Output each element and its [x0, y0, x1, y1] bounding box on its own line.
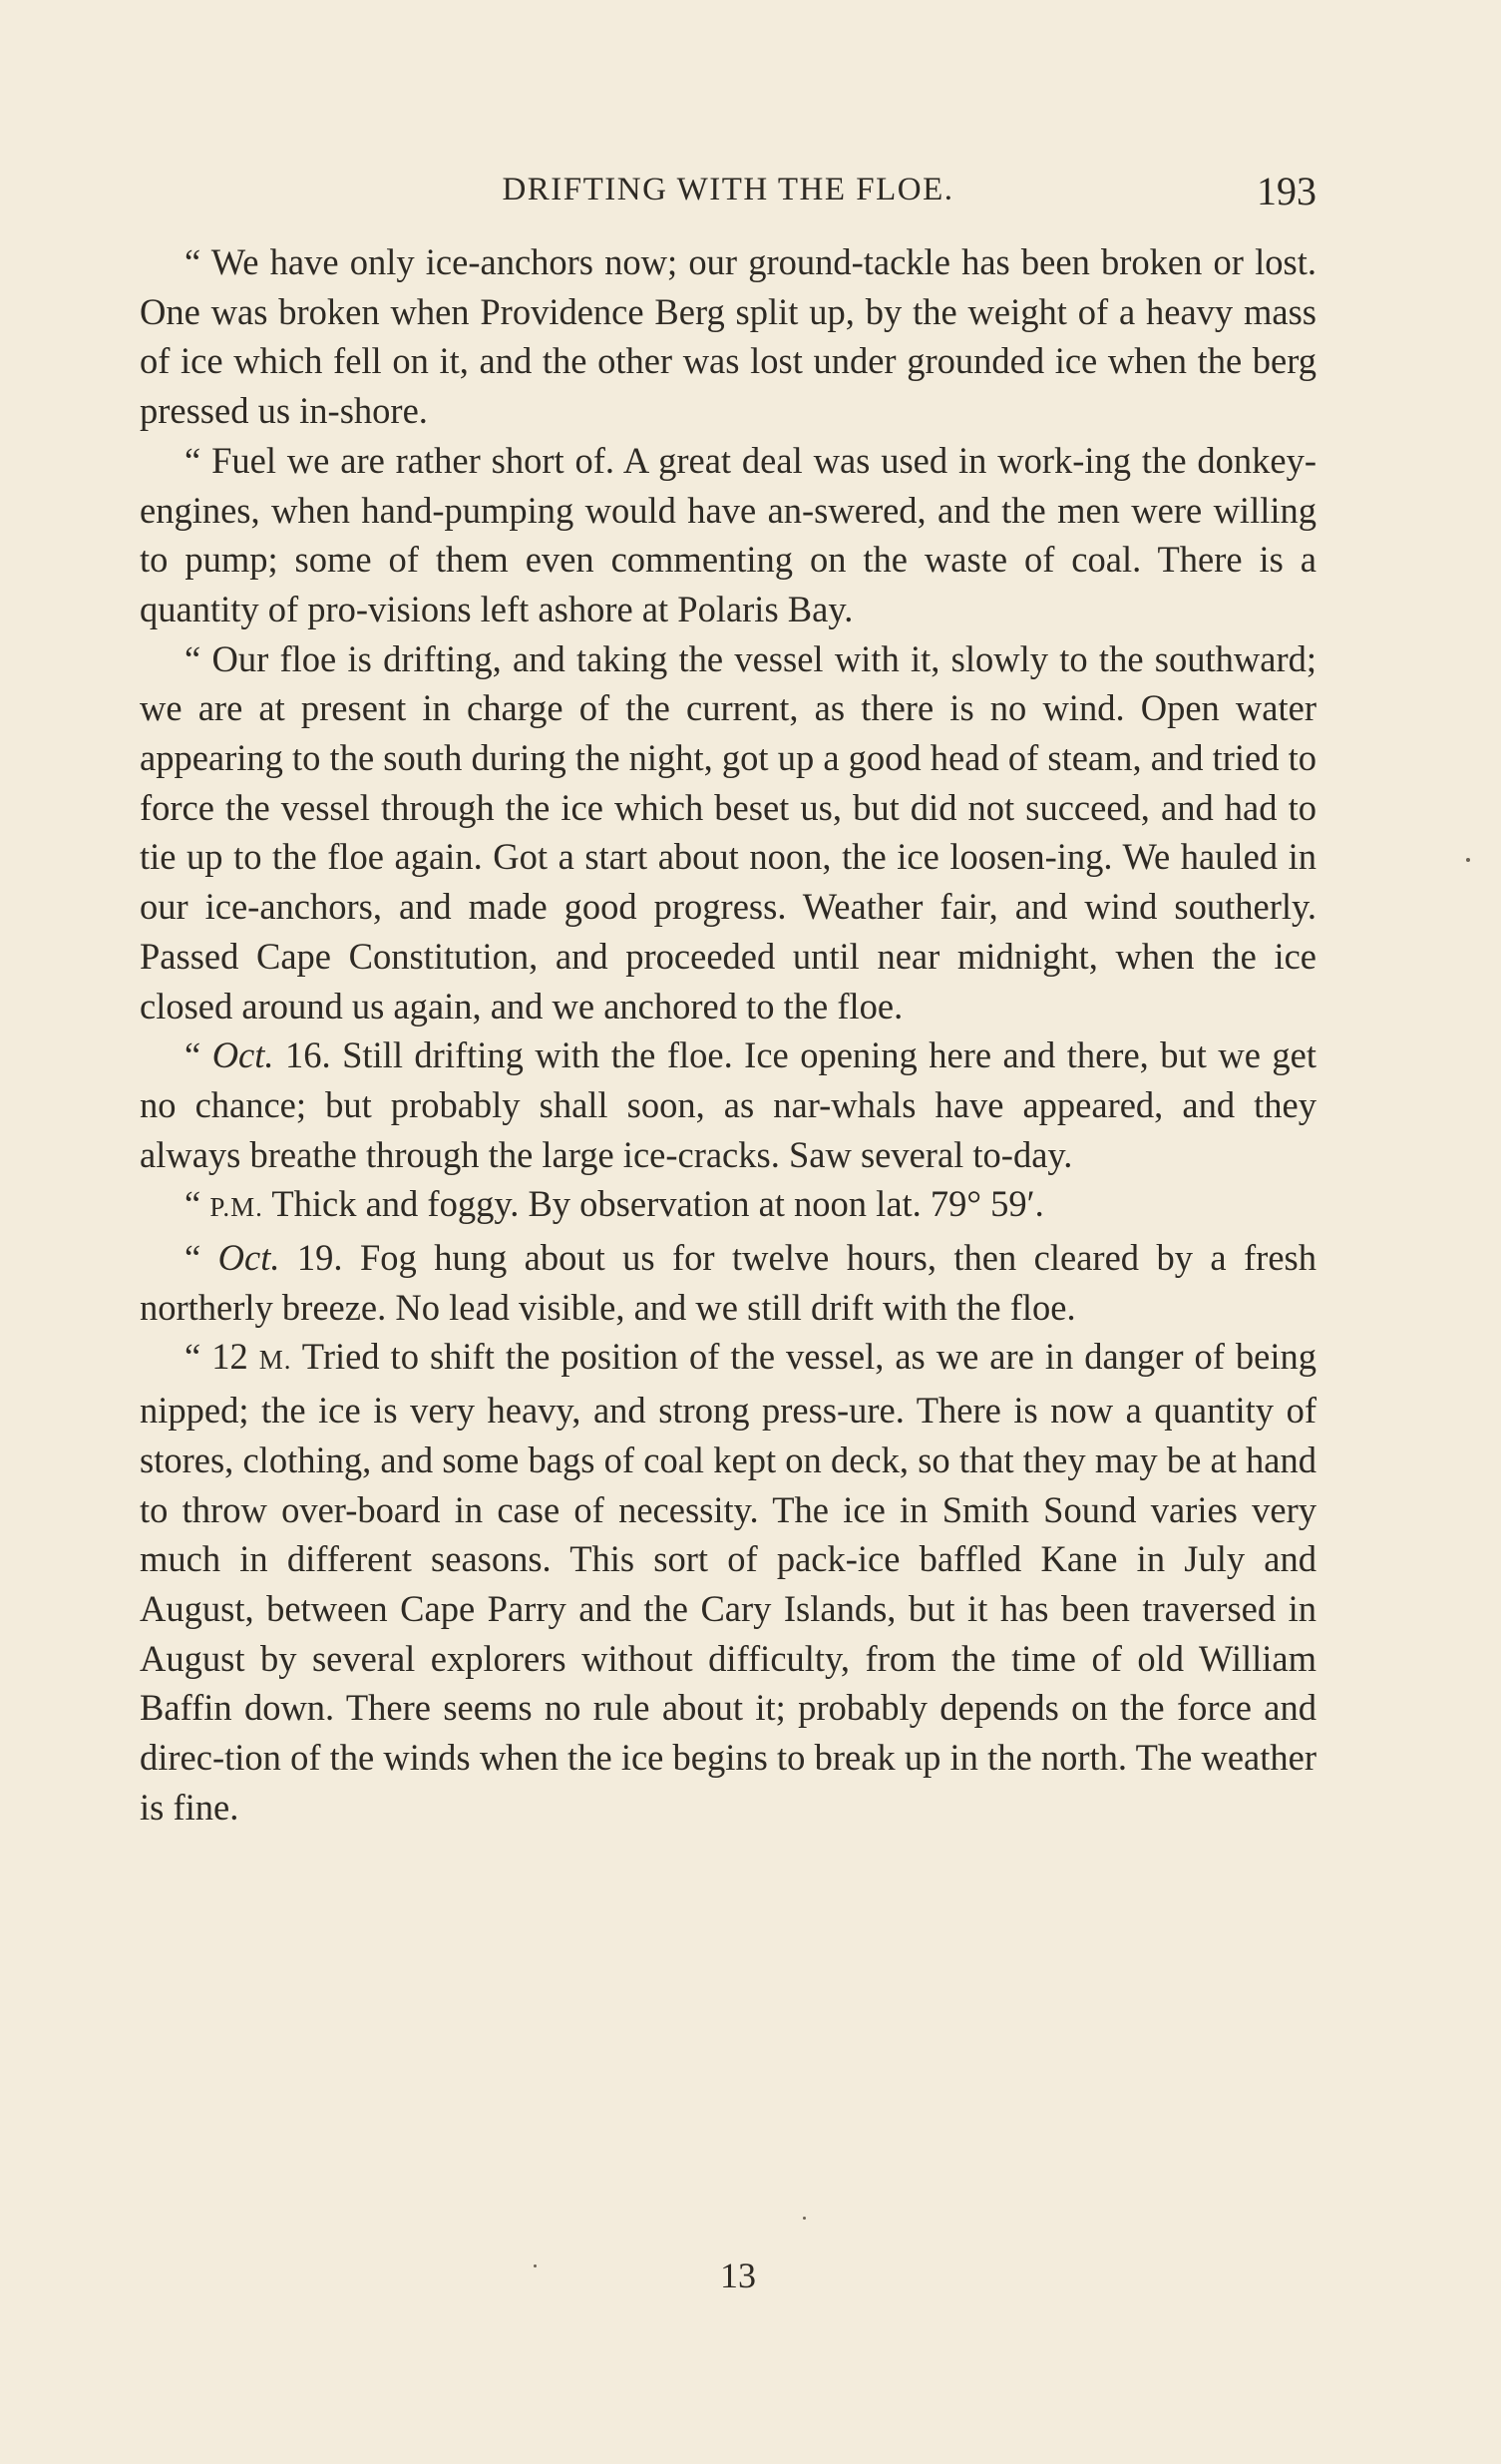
paragraph-text: Thick and foggy. By observation at noon lat. 79° 59′. — [262, 1183, 1044, 1225]
paragraph-text: “ — [185, 1183, 210, 1225]
page-header — [140, 168, 1316, 217]
signature-mark: 13 — [720, 2256, 756, 2295]
date-abbreviation: Oct. — [211, 1034, 274, 1076]
time-abbreviation: M. — [258, 1345, 292, 1376]
paragraph-text: “ We have only ice-anchors now; our ground-tackle has been broken or lost. One was broken when Providence Berg split up, by the weight of a heavy mass of ice which fell on it, and the other was lost under grounded ice when the berg pressed us in-shore. — [140, 241, 1316, 432]
paragraph-text: “ — [185, 1034, 212, 1076]
page-number: 193 — [1257, 169, 1316, 213]
paragraph — [140, 1030, 1316, 1179]
paper-speck — [534, 2264, 537, 2267]
paper-speck — [803, 2217, 806, 2220]
paragraph — [140, 436, 1316, 634]
paragraph — [140, 237, 1316, 436]
running-title: DRIFTING WITH THE FLOE. — [502, 172, 954, 207]
paragraph-text: Tried to shift the position of the vessel, as we are in danger of being nipped; the ice is very heavy, and strong press-ure. There is now a quantity of stores, clothing, and some bags of coal kept on deck, so that they may be at hand to throw over-board in case of necessity. The ice in Smith Sound varies very much in different seasons. This sort of pack-ice baffled Kane in July and August, between Cape Parry and the Cary Islands, but it has been traversed in August by several explorers without difficulty, from the time of old William Baffin down. There seems no rule about it; probably depends on the force and direc-tion of the winds when the ice begins to break up in the north. The weather is fine. — [140, 1336, 1317, 1828]
paragraph — [140, 1233, 1316, 1332]
paper-speck — [1466, 858, 1470, 862]
paragraph — [140, 634, 1316, 1031]
paragraph — [140, 1179, 1316, 1233]
time-abbreviation: P.M. — [209, 1192, 263, 1223]
paragraph-text: “ Our floe is drifting, and taking the vessel with it, slowly to the southward; we are at present in charge of the current, as there is no wind. Open water appearing to the south during the night, got up a good head of steam, and tried to force the vessel through the ice which beset us, but did not succeed, and had to tie up to the floe again. Got a start about noon, the ice loosen-ing. We hauled in our ice-anchors, and made good progress. Weather fair, and wind southerly. Passed Cape Constitution, and proceeded until near midnight, when the ice closed around us again, and we anchored to the floe. — [140, 637, 1316, 1027]
paragraph-text: 16. Still drifting with the floe. Ice opening here and there, but we get no chance; but probably shall soon, as nar-whals have appeared, and they always breathe through the large ice-cracks. Saw several to-day. — [140, 1034, 1317, 1175]
paragraph-text: “ Fuel we are rather short of. A great deal was used in work-ing the donkey-engines, when hand-pumping would have an-swered, and the men were willing to pump; some of them even commenting on the waste of coal. There is a quantity of pro-visions left ashore at Polaris Bay. — [140, 439, 1316, 629]
paragraph — [140, 1332, 1316, 1832]
date-abbreviation: Oct. — [217, 1237, 280, 1279]
body-text — [140, 237, 1316, 1833]
paragraph-text: 19. Fog hung about us for twelve hours, then cleared by a fresh northerly breeze. No lead visible, and we still drift with the floe. — [140, 1237, 1316, 1328]
paragraph-text: “ 12 — [185, 1336, 259, 1378]
paragraph-text: “ — [185, 1237, 218, 1279]
